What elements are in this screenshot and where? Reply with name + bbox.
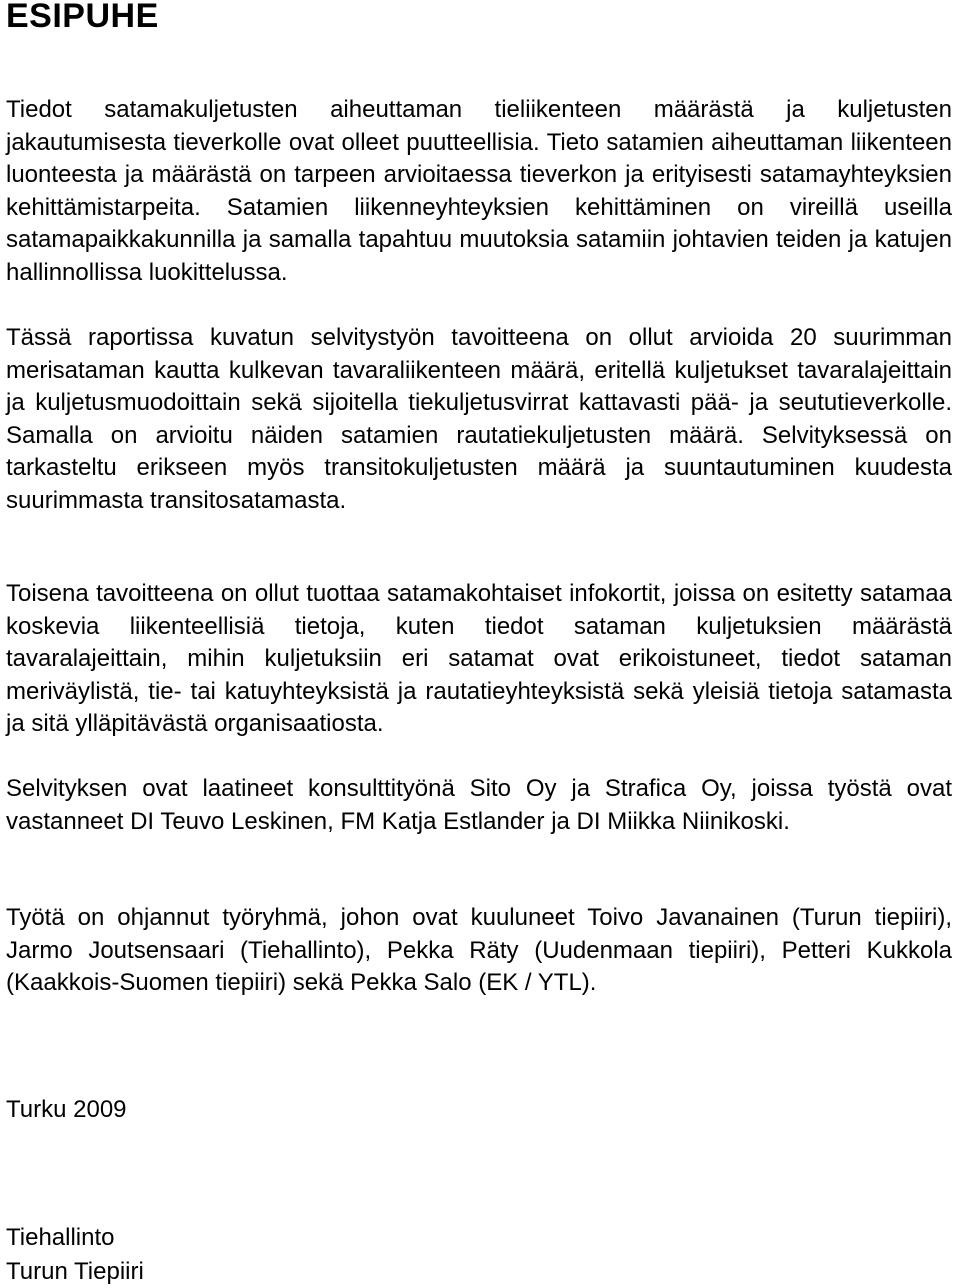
paragraph-authors: Selvityksen ovat laatineet konsulttityönä Sito Oy ja Strafica Oy, joissa työstä ovat vastanneet DI Teuvo Leskinen, FM Katja Estlander ja DI Miikka Niinikoski. bbox=[6, 775, 952, 835]
page-title: ESIPUHE bbox=[6, 0, 159, 35]
paragraph-infocards: Toisena tavoitteena on ollut tuottaa satamakohtaiset infokortit, joissa on esitetty satamaa koskevia liikenteellisiä tietoja, kuten tiedot sataman kuljetuksien määrästä tavaralajeittain, mihin kuljetuksiin eri satamat ovat erikoistuneet, tiedot sataman meriväylistä, tie- tai katuyhteyksistä ja rautatieyhteyksistä sekä yleisiä tietoja satamasta ja sitä ylläpitävästä organisaatiosta. bbox=[6, 580, 952, 737]
place-date: Turku 2009 bbox=[6, 1096, 127, 1123]
organization-line: Turun Tiepiiri bbox=[6, 1258, 144, 1285]
paragraph-steering-group: Työtä on ohjannut työryhmä, johon ovat kuuluneet Toivo Javanainen (Turun tiepiiri), Jarmo Joutsensaari (Tiehallinto), Pekka Räty (Uudenmaan tiepiiri), Petteri Kukkola (Kaakkois-Suomen tiepiiri) sekä Pekka Salo (EK / YTL). bbox=[6, 904, 952, 996]
paragraph-background: Tiedot satamakuljetusten aiheuttaman tieliikenteen määrästä ja kuljetusten jakautumisesta tieverkolle ovat olleet puutteellisia. Tieto satamien aiheuttaman liikenteen luonteesta ja määrästä on tarpeen arvioitaessa tieverkon ja erityisesti satamayhteyksien kehittämistarpeita. Satamien liikenneyhteyksien kehittäminen on vireillä useilla satamapaikkakunnilla ja samalla tapahtuu muutoksia satamiin johtavien teiden ja katujen hallinnollissa luokittelussa. bbox=[6, 96, 952, 286]
paragraph-objectives: Tässä raportissa kuvatun selvitystyön tavoitteena on ollut arvioida 20 suurimman merisataman kautta kulkevan tavaraliikenteen määrä, eritellä kuljetukset tavaralajeittain ja kuljetusmuodoittain sekä sijoitella tiekuljetusvirrat kattavasti pää- ja seututieverkolle. Samalla on arvioitu näiden satamien rautatiekuljetusten määrä. Selvityksessä on tarkasteltu erikseen myös transitokuljetusten määrä ja suuntautuminen kuudesta suurimmasta transitosatamasta. bbox=[6, 324, 952, 514]
organization-line: Tiehallinto bbox=[6, 1224, 115, 1251]
